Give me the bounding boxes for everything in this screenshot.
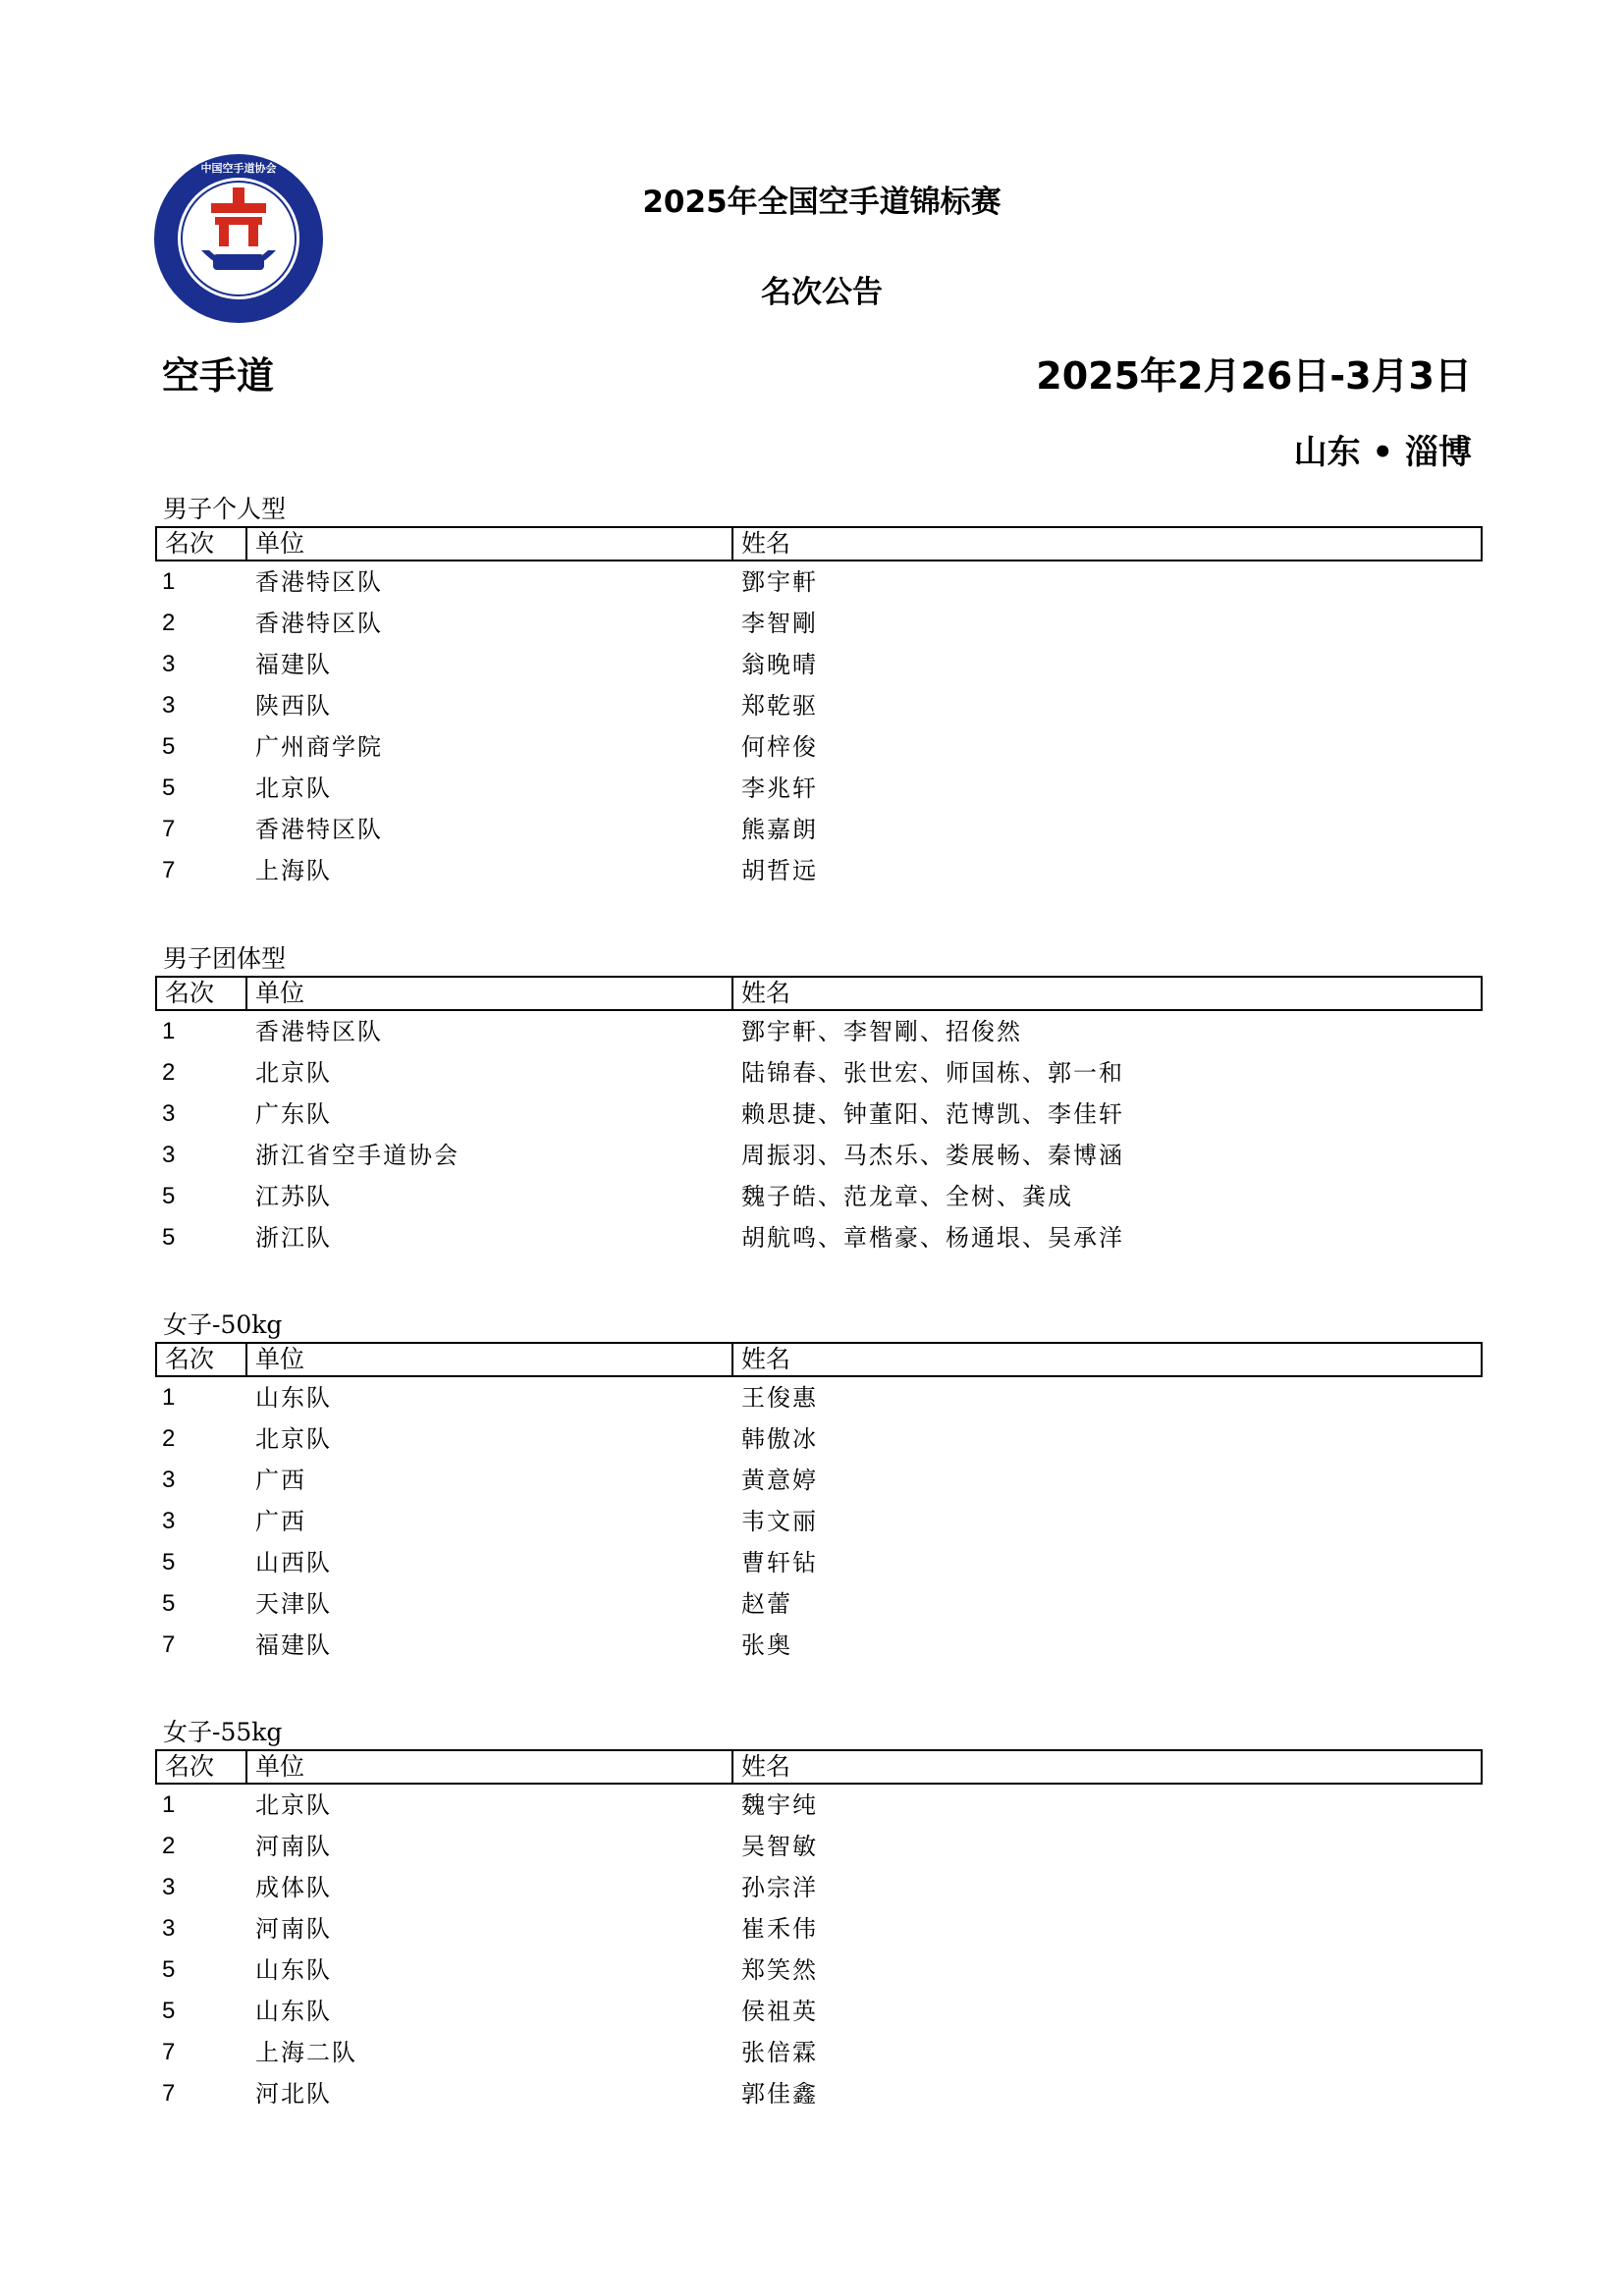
rank-cell: 2 bbox=[162, 1059, 176, 1086]
name-cell: 周振羽、马杰乐、娄展畅、秦博涵 bbox=[741, 1142, 1124, 1169]
rank-cell: 7 bbox=[162, 2039, 176, 2065]
table-row bbox=[155, 1418, 1483, 1460]
table-row bbox=[155, 1785, 1483, 1826]
table-row bbox=[155, 850, 1483, 891]
table-row bbox=[155, 1991, 1483, 2032]
table-row bbox=[155, 1011, 1483, 1052]
rank-cell: 3 bbox=[162, 692, 176, 719]
name-cell: 曹轩钻 bbox=[741, 1549, 818, 1576]
table-header bbox=[155, 1342, 1483, 1377]
unit-cell: 河北队 bbox=[255, 2080, 332, 2108]
results-section-men-team-kata bbox=[155, 942, 1483, 1258]
name-cell: 赖思捷、钟董阳、范博凯、李佳轩 bbox=[741, 1100, 1124, 1128]
rank-cell: 2 bbox=[162, 1425, 176, 1452]
name-cell: 赵蕾 bbox=[741, 1590, 792, 1618]
column-header-name: 姓名 bbox=[741, 1345, 791, 1373]
name-cell: 韩傲冰 bbox=[741, 1425, 818, 1453]
rank-cell: 7 bbox=[162, 1631, 176, 1658]
name-cell: 胡航鸣、章楷豪、杨通垠、吴承洋 bbox=[741, 1224, 1124, 1252]
rank-cell: 3 bbox=[162, 651, 176, 677]
table-row bbox=[155, 1908, 1483, 1949]
table-row bbox=[155, 1217, 1483, 1258]
rank-cell: 2 bbox=[162, 1833, 176, 1859]
rank-cell: 3 bbox=[162, 1874, 176, 1900]
rank-cell: 1 bbox=[162, 1018, 176, 1044]
column-header-unit: 单位 bbox=[247, 1751, 733, 1783]
table-row bbox=[155, 1625, 1483, 1666]
name-cell: 孙宗洋 bbox=[741, 1874, 818, 1901]
name-cell: 李兆轩 bbox=[741, 774, 818, 802]
rank-cell: 5 bbox=[162, 1590, 176, 1617]
logo-ring-text-top: 中国空手道协会 bbox=[200, 162, 277, 175]
column-header-rank: 名次 bbox=[157, 1344, 247, 1375]
unit-cell: 香港特区队 bbox=[255, 568, 383, 596]
unit-cell: 福建队 bbox=[255, 1631, 332, 1659]
column-header-unit: 单位 bbox=[247, 1344, 733, 1375]
unit-cell: 北京队 bbox=[255, 1425, 332, 1453]
unit-cell: 成体队 bbox=[255, 1874, 332, 1901]
rank-cell: 5 bbox=[162, 1549, 176, 1575]
rank-cell: 5 bbox=[162, 1183, 176, 1209]
name-cell: 熊嘉朗 bbox=[741, 816, 818, 843]
page-subtitle: 名次公告 bbox=[761, 275, 883, 310]
section-title: 女子-55kg bbox=[163, 1718, 283, 1746]
table-header bbox=[155, 526, 1483, 561]
unit-cell: 北京队 bbox=[255, 1791, 332, 1819]
unit-cell: 广州商学院 bbox=[255, 733, 383, 761]
name-cell: 郭佳鑫 bbox=[741, 2080, 818, 2108]
rank-cell: 5 bbox=[162, 1956, 176, 1983]
table-row bbox=[155, 644, 1483, 685]
event-venue: 山东 • 淄博 bbox=[1293, 433, 1472, 472]
unit-cell: 山东队 bbox=[255, 1384, 332, 1412]
unit-cell: 广西 bbox=[255, 1508, 306, 1535]
table-row bbox=[155, 1949, 1483, 1991]
column-header-rank: 名次 bbox=[157, 978, 247, 1009]
name-cell: 张倍霖 bbox=[741, 2039, 818, 2066]
unit-cell: 上海队 bbox=[255, 857, 332, 884]
unit-cell: 香港特区队 bbox=[255, 816, 383, 843]
name-cell: 张奥 bbox=[741, 1631, 792, 1659]
column-header-unit: 单位 bbox=[247, 978, 733, 1009]
table-row bbox=[155, 1052, 1483, 1094]
unit-cell: 福建队 bbox=[255, 651, 332, 678]
rank-cell: 1 bbox=[162, 1791, 176, 1818]
unit-cell: 浙江队 bbox=[255, 1224, 332, 1252]
section-title: 男子团体型 bbox=[163, 944, 287, 973]
name-cell: 何梓俊 bbox=[741, 733, 818, 761]
table-row bbox=[155, 2073, 1483, 2114]
name-cell: 鄧宇軒 bbox=[741, 568, 818, 596]
table-row bbox=[155, 1583, 1483, 1625]
unit-cell: 北京队 bbox=[255, 774, 332, 802]
name-cell: 崔禾伟 bbox=[741, 1915, 818, 1943]
unit-cell: 广西 bbox=[255, 1467, 306, 1494]
table-header bbox=[155, 976, 1483, 1011]
rank-cell: 3 bbox=[162, 1915, 176, 1942]
table-row bbox=[155, 726, 1483, 768]
column-header-name: 姓名 bbox=[741, 529, 791, 558]
table-row bbox=[155, 1176, 1483, 1217]
table-row bbox=[155, 2032, 1483, 2073]
name-cell: 李智剛 bbox=[741, 610, 818, 637]
table-row bbox=[155, 685, 1483, 726]
column-header-rank: 名次 bbox=[157, 528, 247, 560]
unit-cell: 香港特区队 bbox=[255, 610, 383, 637]
section-title: 女子-50kg bbox=[163, 1310, 283, 1339]
table-row bbox=[155, 1135, 1483, 1176]
rank-cell: 5 bbox=[162, 733, 176, 760]
name-cell: 陆锦春、张世宏、师国栋、郭一和 bbox=[741, 1059, 1124, 1087]
section-title: 男子个人型 bbox=[163, 495, 287, 523]
rank-cell: 1 bbox=[162, 568, 176, 595]
name-cell: 胡哲远 bbox=[741, 857, 818, 884]
unit-cell: 山东队 bbox=[255, 1998, 332, 2025]
column-header-name: 姓名 bbox=[741, 1752, 791, 1781]
unit-cell: 山东队 bbox=[255, 1956, 332, 1984]
rank-cell: 3 bbox=[162, 1508, 176, 1534]
column-header-rank: 名次 bbox=[157, 1751, 247, 1783]
rank-cell: 5 bbox=[162, 774, 176, 801]
table-row bbox=[155, 809, 1483, 850]
table-row bbox=[155, 1501, 1483, 1542]
name-cell: 黄意婷 bbox=[741, 1467, 818, 1494]
rank-cell: 5 bbox=[162, 1998, 176, 2024]
table-row bbox=[155, 1377, 1483, 1418]
column-header-unit: 单位 bbox=[247, 528, 733, 560]
rank-cell: 3 bbox=[162, 1142, 176, 1168]
rank-cell: 3 bbox=[162, 1467, 176, 1493]
name-cell: 郑笑然 bbox=[741, 1956, 818, 1984]
page-title: 2025年全国空手道锦标赛 bbox=[642, 185, 1001, 220]
event-dates: 2025年2月26日-3月3日 bbox=[1036, 354, 1472, 398]
name-cell: 韦文丽 bbox=[741, 1508, 818, 1535]
rank-cell: 2 bbox=[162, 610, 176, 636]
table-row bbox=[155, 1094, 1483, 1135]
unit-cell: 山西队 bbox=[255, 1549, 332, 1576]
rank-cell: 1 bbox=[162, 1384, 176, 1411]
table-row bbox=[155, 561, 1483, 603]
results-section-women-55kg bbox=[155, 1716, 1483, 2114]
results-section-men-individual-kata bbox=[155, 493, 1483, 891]
unit-cell: 上海二队 bbox=[255, 2039, 357, 2066]
table-header bbox=[155, 1749, 1483, 1785]
sport-label: 空手道 bbox=[162, 354, 275, 398]
name-cell: 王俊惠 bbox=[741, 1384, 818, 1412]
rank-cell: 7 bbox=[162, 816, 176, 842]
rank-cell: 5 bbox=[162, 1224, 176, 1251]
name-cell: 吴智敏 bbox=[741, 1833, 818, 1860]
unit-cell: 广东队 bbox=[255, 1100, 332, 1128]
rank-cell: 7 bbox=[162, 2080, 176, 2107]
unit-cell: 河南队 bbox=[255, 1833, 332, 1860]
unit-cell: 北京队 bbox=[255, 1059, 332, 1087]
table-row bbox=[155, 768, 1483, 809]
table-row bbox=[155, 1826, 1483, 1867]
name-cell: 郑乾驱 bbox=[741, 692, 818, 720]
unit-cell: 天津队 bbox=[255, 1590, 332, 1618]
name-cell: 鄧宇軒、李智剛、招俊然 bbox=[741, 1018, 1022, 1045]
name-cell: 魏宇纯 bbox=[741, 1791, 818, 1819]
rank-cell: 7 bbox=[162, 857, 176, 883]
name-cell: 侯祖英 bbox=[741, 1998, 818, 2025]
name-cell: 魏子皓、范龙章、全树、龚成 bbox=[741, 1183, 1073, 1210]
table-row bbox=[155, 1542, 1483, 1583]
name-cell: 翁晚晴 bbox=[741, 651, 818, 678]
table-row bbox=[155, 1867, 1483, 1908]
table-row bbox=[155, 603, 1483, 644]
unit-cell: 河南队 bbox=[255, 1915, 332, 1943]
results-section-women-50kg bbox=[155, 1308, 1483, 1666]
table-row bbox=[155, 1460, 1483, 1501]
unit-cell: 香港特区队 bbox=[255, 1018, 383, 1045]
rank-cell: 3 bbox=[162, 1100, 176, 1127]
column-header-name: 姓名 bbox=[741, 979, 791, 1007]
unit-cell: 陕西队 bbox=[255, 692, 332, 720]
unit-cell: 江苏队 bbox=[255, 1183, 332, 1210]
unit-cell: 浙江省空手道协会 bbox=[255, 1142, 460, 1169]
